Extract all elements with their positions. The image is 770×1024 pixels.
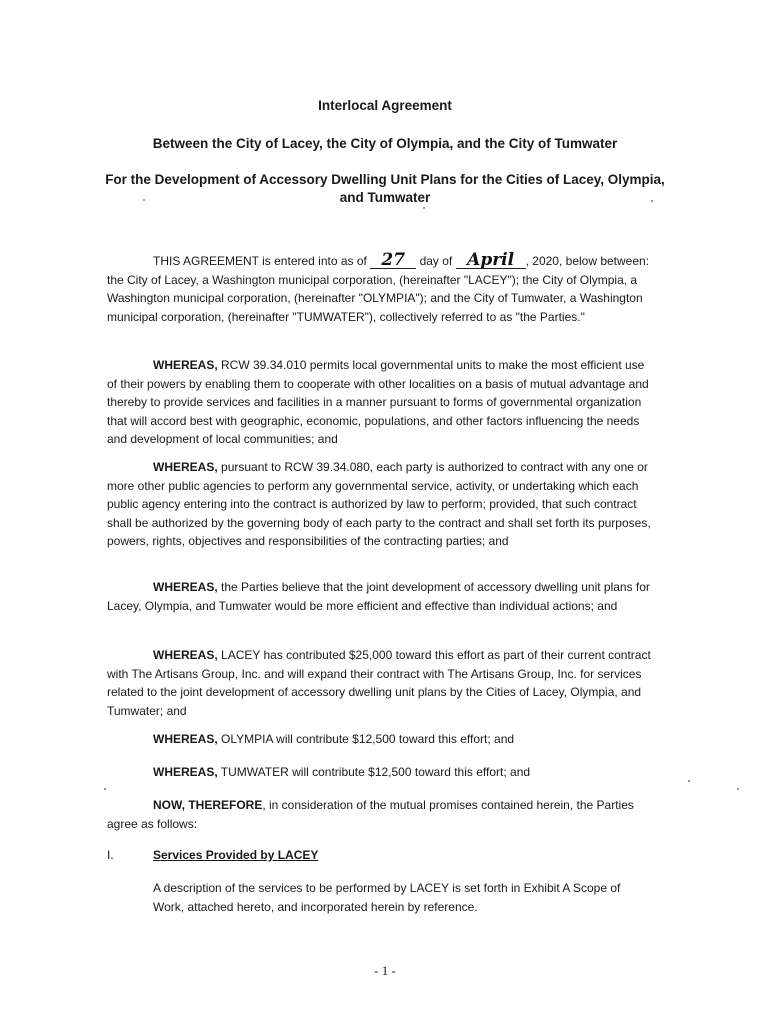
section-1-number: I.	[107, 848, 114, 862]
recital-text: OLYMPIA will contribute $12,500 toward this effort; and	[221, 732, 515, 746]
now-therefore-paragraph	[107, 796, 652, 833]
recital-text: RCW 39.34.010 permits local governmental units to make the most efficient use of their powers by enabling them to cooperate with other localities on a basis of mutual advantage and thereby to provide services and facilities in a manner pursuant to forms of governmental organization that will accord best with geographic, economic, populations, and other factors influencing the needs and development of local communities; and	[107, 358, 649, 446]
document-title: Interlocal Agreement	[318, 98, 452, 113]
recital-4	[107, 646, 652, 720]
purpose-line-2: and Tumwater	[339, 190, 431, 205]
recital-2	[107, 458, 652, 551]
recital-text: the Parties believe that the joint development of accessory dwelling unit plans for Lacey, Olympia, and Tumwater would be more efficient and effective than individual actions; and	[107, 580, 650, 613]
recital-lead: WHEREAS,	[153, 765, 218, 779]
scan-speck	[423, 207, 425, 209]
scan-speck	[688, 780, 690, 782]
scan-speck	[104, 788, 106, 790]
handwritten-month: April	[467, 250, 515, 270]
recital-3	[107, 578, 652, 615]
opening-text-before-day: THIS AGREEMENT is entered into as of	[153, 254, 367, 268]
scan-speck	[651, 200, 653, 202]
section-1-body: A description of the services to be performed by LACEY is set forth in Exhibit A Scope of Work, attached hereto, and incorporated herein by reference.	[153, 881, 621, 914]
recital-lead: WHEREAS,	[153, 580, 218, 594]
scan-speck	[143, 199, 145, 201]
now-therefore-text: , in consideration of the mutual promises contained herein, the Parties agree as follows:	[107, 798, 634, 831]
recital-lead: WHEREAS,	[153, 732, 218, 746]
recital-lead: WHEREAS,	[153, 460, 218, 474]
section-1-title: Services Provided by LACEY	[153, 848, 319, 862]
opening-text-after-month: , 2020, below between: the City of Lacey, a Washington municipal corporation, (hereinafter "LACEY"); the City of Olympia, a Washington municipal corporation, (hereinafter "OLYMPIA"); and the City of Tumwater, a Washington municipal corporation, (hereinafter "TUMWATER"), collectively referred to as "the Parties."	[107, 254, 650, 324]
purpose-line-1: For the Development of Accessory Dwelling Unit Plans for the Cities of Lacey, Olympia,	[105, 172, 665, 187]
handwritten-day: 27	[381, 250, 406, 270]
recital-text: pursuant to RCW 39.34.080, each party is authorized to contract with any one or more other public agencies to perform any governmental service, activity, or undertaking which each public agency entering into the contract is authorized by law to perform; provided, that such contract shall be authorized by the governing body of each party to the contract and shall set forth its purposes, powers, rights, objectives and responsibilities of the contracting parties; and	[107, 460, 651, 548]
now-therefore-lead: NOW, THEREFORE	[153, 798, 263, 812]
recital-1	[107, 356, 652, 449]
recital-text: LACEY has contributed $25,000 toward this effort as part of their current contract with The Artisans Group, Inc. and will expand their contract with The Artisans Group, Inc. for services related to the joint development of accessory dwelling unit plans by the Cities of Lacey, Olympia, and Tumwater; and	[107, 648, 651, 718]
recital-5	[153, 732, 514, 746]
document-subtitle: Between the City of Lacey, the City of Olympia, and the City of Tumwater	[152, 136, 618, 151]
opening-text-day-of: day of	[419, 254, 453, 268]
recital-lead: WHEREAS,	[153, 648, 218, 662]
recital-lead: WHEREAS,	[153, 358, 218, 372]
opening-paragraph	[107, 252, 652, 326]
recital-text: TUMWATER will contribute $12,500 toward this effort; and	[220, 765, 531, 779]
recital-6	[153, 765, 530, 779]
scan-speck	[737, 788, 739, 790]
page-number: - 1 -	[374, 963, 396, 978]
